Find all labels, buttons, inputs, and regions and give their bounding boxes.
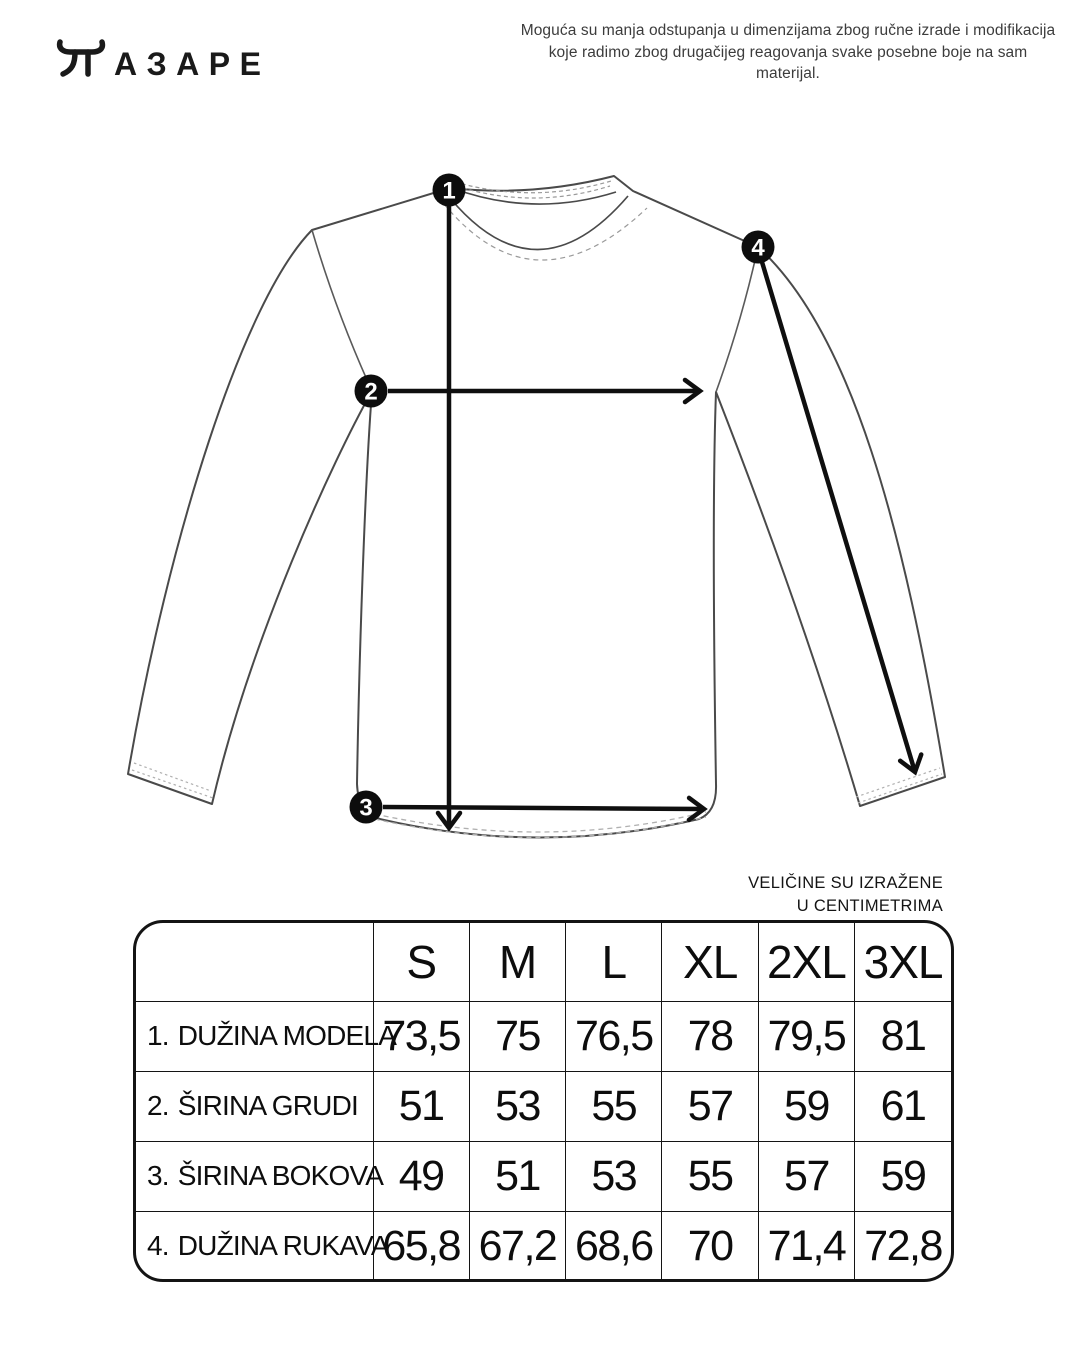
row-number: 1. (147, 1020, 169, 1051)
size-value: 81 (855, 1001, 951, 1071)
shirt-outline (128, 176, 945, 838)
size-value: 68,6 (566, 1211, 662, 1281)
row-label (136, 1211, 389, 1281)
disclaimer-line-1: Moguća su manja odstupanja u dimenzijama zbog ručne izrade i modifikacija (520, 22, 1056, 39)
units-note (748, 872, 943, 918)
row-label (136, 1141, 384, 1211)
size-header-xl: XL (662, 923, 758, 1001)
row-number: 2. (147, 1090, 169, 1121)
row-number: 3. (147, 1160, 169, 1191)
size-value: 65,8 (373, 1211, 469, 1281)
size-value: 79,5 (758, 1001, 854, 1071)
badge-3-number: 3 (359, 794, 373, 822)
row-name: ŠIRINA GRUDI (177, 1090, 358, 1121)
size-header-l: L (566, 923, 662, 1001)
units-note-line-1: VELIČINE SU IZRAŽENE (748, 874, 943, 892)
row-number: 4. (147, 1230, 169, 1262)
size-value: 70 (662, 1211, 758, 1281)
size-value: 76,5 (566, 1001, 662, 1071)
badge-1-number: 1 (442, 177, 456, 205)
size-value: 57 (758, 1141, 854, 1211)
badge-2-number: 2 (364, 378, 378, 406)
disclaimer-line-2: koje radimo zbog drugačijeg reagovanja svake posebne boje na sam materijal. (548, 43, 1028, 82)
size-table-container (133, 920, 954, 1282)
row-name: DUŽINA MODELA (177, 1020, 397, 1051)
row-name: ŠIRINA BOKOVA (177, 1160, 384, 1191)
measure-badge-3 (350, 791, 383, 824)
size-value: 49 (373, 1141, 469, 1211)
size-value: 78 (662, 1001, 758, 1071)
size-value: 53 (469, 1071, 565, 1141)
corner-cell (136, 923, 373, 1001)
measure-badge-2 (355, 375, 388, 408)
table-row-duzina-modela (136, 1001, 951, 1071)
measure-badge-4 (742, 231, 775, 264)
size-value: 51 (469, 1141, 565, 1211)
size-value: 71,4 (758, 1211, 854, 1281)
measure-badge-1 (433, 174, 466, 207)
table-row-duzina-rukava (136, 1211, 951, 1281)
size-value: 53 (566, 1141, 662, 1211)
size-header-m: M (469, 923, 565, 1001)
badge-4-number: 4 (751, 234, 765, 262)
table-row-sirina-grudi (136, 1071, 951, 1141)
row-label (136, 1071, 373, 1141)
size-value: 61 (855, 1071, 951, 1141)
units-note-line-2: U CENTIMETRIMA (796, 897, 943, 915)
size-value: 51 (373, 1071, 469, 1141)
size-header-row (136, 923, 951, 1001)
size-table (136, 923, 951, 1281)
table-row-sirina-bokova (136, 1141, 951, 1211)
size-header-3xl: 3XL (855, 923, 951, 1001)
row-label (136, 1001, 397, 1071)
size-header-s: S (373, 923, 469, 1001)
row-name: DUŽINA RUKAVA (177, 1230, 389, 1262)
size-header-2xl: 2XL (758, 923, 854, 1001)
size-value: 72,8 (855, 1211, 951, 1281)
size-value: 55 (566, 1071, 662, 1141)
measurement-arrow-3-hip (383, 807, 704, 809)
size-value: 55 (662, 1141, 758, 1211)
size-value: 59 (758, 1071, 854, 1141)
size-value: 67,2 (469, 1211, 565, 1281)
size-value: 59 (855, 1141, 951, 1211)
size-value: 75 (469, 1001, 565, 1071)
size-value: 73,5 (373, 1001, 469, 1071)
size-value: 57 (662, 1071, 758, 1141)
brand-wordmark: АЗАРЕ (114, 46, 271, 80)
